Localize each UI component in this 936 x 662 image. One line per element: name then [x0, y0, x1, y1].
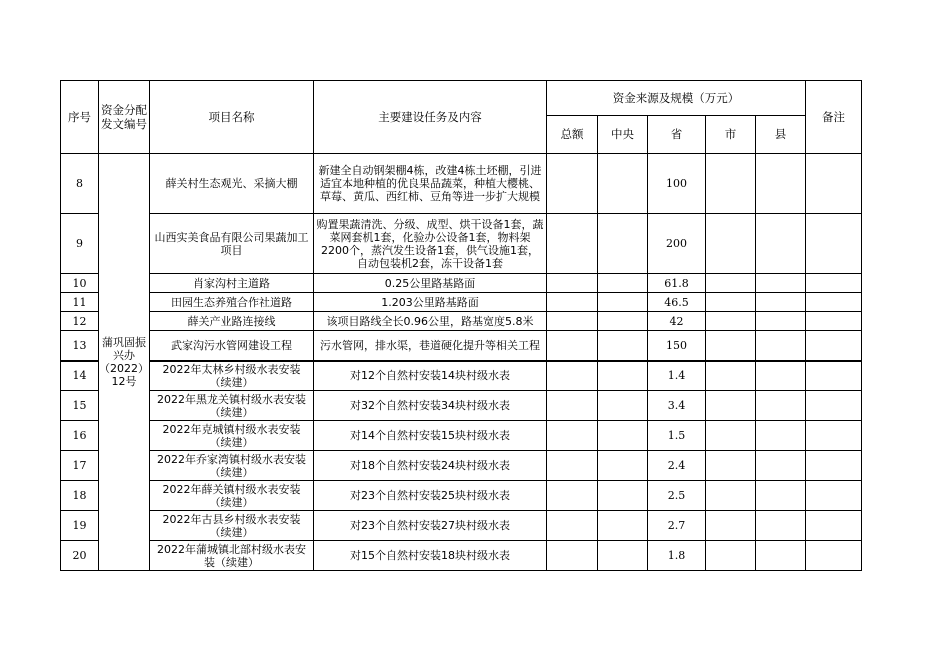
header-row-top [61, 81, 862, 116]
cell-remark [806, 214, 862, 274]
cell-central [598, 541, 648, 571]
table-row [61, 293, 862, 312]
cell-province: 2.5 [648, 481, 706, 511]
cell-city [706, 391, 756, 421]
cell-province: 46.5 [648, 293, 706, 312]
table-row [61, 421, 862, 451]
cell-content: 对23个自然村安装25块村级水表 [314, 481, 547, 511]
cell-name: 2022年黑龙关镇村级水表安装（续建） [150, 391, 314, 421]
cell-province: 1.8 [648, 541, 706, 571]
cell-province: 100 [648, 154, 706, 214]
cell-province: 1.4 [648, 361, 706, 391]
cell-remark [806, 541, 862, 571]
cell-name: 薛关村生态观光、采摘大棚 [150, 154, 314, 214]
cell-city [706, 451, 756, 481]
header-name: 项目名称 [150, 81, 314, 154]
cell-county [756, 451, 806, 481]
table-row [61, 391, 862, 421]
cell-county [756, 541, 806, 571]
cell-name: 2022年克城镇村级水表安装（续建） [150, 421, 314, 451]
cell-total [547, 421, 598, 451]
cell-county [756, 214, 806, 274]
cell-province: 61.8 [648, 274, 706, 293]
cell-city [706, 361, 756, 391]
cell-total [547, 541, 598, 571]
cell-city [706, 331, 756, 361]
cell-remark [806, 154, 862, 214]
cell-content: 该项目路线全长0.96公里，路基宽度5.8米 [314, 312, 547, 331]
cell-city [706, 541, 756, 571]
cell-province: 1.5 [648, 421, 706, 451]
cell-city [706, 511, 756, 541]
table-row [61, 541, 862, 571]
cell-content: 对23个自然村安装27块村级水表 [314, 511, 547, 541]
cell-name: 2022年蒲城镇北部村级水表安装（续建） [150, 541, 314, 571]
cell-province: 3.4 [648, 391, 706, 421]
cell-county [756, 331, 806, 361]
table-row [61, 511, 862, 541]
cell-total [547, 293, 598, 312]
header-remark: 备注 [806, 81, 862, 154]
header-funding: 资金来源及规模（万元） [547, 81, 806, 116]
cell-seq: 15 [61, 391, 99, 421]
funding-table [60, 80, 862, 571]
cell-city [706, 293, 756, 312]
cell-county [756, 312, 806, 331]
cell-remark [806, 331, 862, 361]
cell-content: 对12个自然村安装14块村级水表 [314, 361, 547, 391]
cell-seq: 12 [61, 312, 99, 331]
cell-seq: 17 [61, 451, 99, 481]
cell-total [547, 361, 598, 391]
cell-province: 42 [648, 312, 706, 331]
cell-seq: 10 [61, 274, 99, 293]
cell-central [598, 293, 648, 312]
cell-county [756, 421, 806, 451]
cell-central [598, 391, 648, 421]
cell-seq: 19 [61, 511, 99, 541]
cell-remark [806, 511, 862, 541]
cell-content: 对14个自然村安装15块村级水表 [314, 421, 547, 451]
cell-content: 新建全自动钢架棚4栋，改建4栋土坯棚，引进适宜本地种植的优良果品蔬菜，种植大樱桃、草莓、黄瓜、西红柿、豆角等进一步扩大规模 [314, 154, 547, 214]
cell-county [756, 481, 806, 511]
cell-county [756, 293, 806, 312]
cell-content: 对32个自然村安装34块村级水表 [314, 391, 547, 421]
cell-county [756, 274, 806, 293]
cell-city [706, 274, 756, 293]
table-row [61, 214, 862, 274]
cell-central [598, 451, 648, 481]
cell-seq: 8 [61, 154, 99, 214]
cell-central [598, 481, 648, 511]
cell-total [547, 154, 598, 214]
cell-remark [806, 421, 862, 451]
cell-county [756, 361, 806, 391]
header-central: 中央 [598, 116, 648, 154]
cell-central [598, 154, 648, 214]
header-total: 总额 [547, 116, 598, 154]
cell-seq: 9 [61, 214, 99, 274]
cell-total [547, 451, 598, 481]
cell-content: 对18个自然村安装24块村级水表 [314, 451, 547, 481]
cell-content: 污水管网，排水渠，巷道硬化提升等相关工程 [314, 331, 547, 361]
header-county: 县 [756, 116, 806, 154]
cell-content: 购置果蔬清洗、分级、成型、烘干设备1套，蔬菜网套机1套，化验办公设备1套，物料架2200个，蒸汽发生设备1套，供气设施1套，自动包装机2套，冻干设备1套 [314, 214, 547, 274]
cell-name: 肖家沟村主道路 [150, 274, 314, 293]
cell-seq: 18 [61, 481, 99, 511]
table-row [61, 331, 862, 361]
header-content: 主要建设任务及内容 [314, 81, 547, 154]
cell-central [598, 214, 648, 274]
cell-city [706, 312, 756, 331]
cell-name: 2022年太林乡村级水表安装（续建） [150, 361, 314, 391]
cell-remark [806, 312, 862, 331]
cell-content: 对15个自然村安装18块村级水表 [314, 541, 547, 571]
cell-county [756, 391, 806, 421]
cell-remark [806, 293, 862, 312]
cell-central [598, 361, 648, 391]
cell-remark [806, 481, 862, 511]
cell-central [598, 274, 648, 293]
cell-city [706, 481, 756, 511]
cell-province: 2.7 [648, 511, 706, 541]
cell-name: 2022年乔家湾镇村级水表安装（续建） [150, 451, 314, 481]
cell-name: 薛关产业路连接线 [150, 312, 314, 331]
table-row [61, 154, 862, 214]
cell-total [547, 481, 598, 511]
cell-seq: 11 [61, 293, 99, 312]
header-doc-no: 资金分配发文编号 [99, 81, 150, 154]
cell-central [598, 331, 648, 361]
cell-province: 200 [648, 214, 706, 274]
cell-total [547, 391, 598, 421]
cell-county [756, 154, 806, 214]
cell-seq: 13 [61, 331, 99, 361]
cell-total [547, 511, 598, 541]
table-row [61, 481, 862, 511]
cell-city [706, 154, 756, 214]
table-row [61, 361, 862, 391]
table-row [61, 274, 862, 293]
cell-total [547, 331, 598, 361]
cell-content: 0.25公里路基路面 [314, 274, 547, 293]
cell-content: 1.203公里路基路面 [314, 293, 547, 312]
cell-name: 2022年薛关镇村级水表安装（续建） [150, 481, 314, 511]
cell-city [706, 421, 756, 451]
cell-central [598, 421, 648, 451]
cell-remark [806, 391, 862, 421]
cell-name: 武家沟污水管网建设工程 [150, 331, 314, 361]
cell-name: 山西实美食品有限公司果蔬加工项目 [150, 214, 314, 274]
cell-remark [806, 451, 862, 481]
cell-seq: 14 [61, 361, 99, 391]
cell-total [547, 312, 598, 331]
cell-total [547, 274, 598, 293]
cell-total [547, 214, 598, 274]
header-province: 省 [648, 116, 706, 154]
cell-province: 2.4 [648, 451, 706, 481]
cell-province: 150 [648, 331, 706, 361]
cell-remark [806, 361, 862, 391]
cell-seq: 16 [61, 421, 99, 451]
cell-county [756, 511, 806, 541]
cell-remark [806, 274, 862, 293]
cell-name: 2022年古县乡村级水表安装（续建） [150, 511, 314, 541]
table-row [61, 312, 862, 331]
cell-central [598, 312, 648, 331]
cell-central [598, 511, 648, 541]
table-row [61, 451, 862, 481]
cell-doc-number: 蒲巩固振兴办（2022）12号 [99, 154, 150, 571]
header-city: 市 [706, 116, 756, 154]
header-seq: 序号 [61, 81, 99, 154]
cell-city [706, 214, 756, 274]
cell-name: 田园生态养殖合作社道路 [150, 293, 314, 312]
cell-seq: 20 [61, 541, 99, 571]
